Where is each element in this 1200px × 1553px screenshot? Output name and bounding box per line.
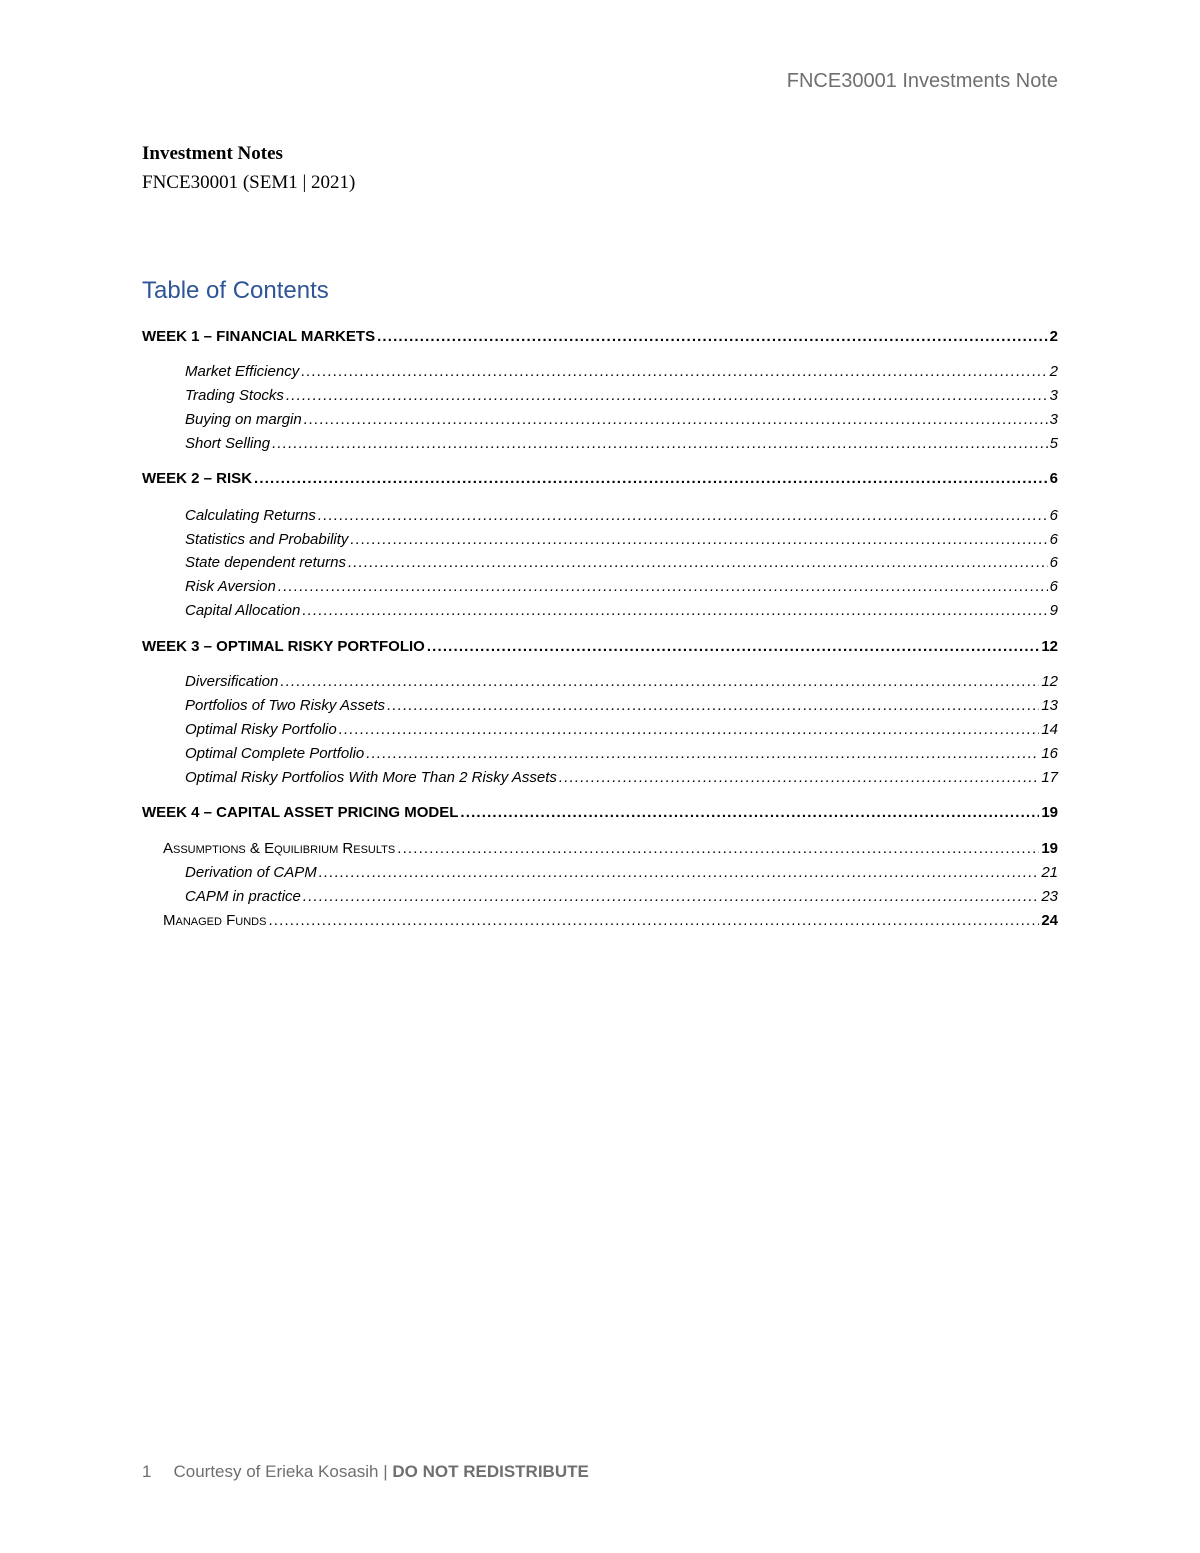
toc-entry-label: WEEK 1 – FINANCIAL MARKETS xyxy=(142,328,376,345)
toc-entry-page: 6 xyxy=(1049,507,1058,524)
toc-leader xyxy=(366,744,1039,764)
toc-entry-buying-on-margin[interactable] xyxy=(142,410,1058,430)
toc-entry-label: Calculating Returns xyxy=(185,507,316,524)
toc-entry-page: 17 xyxy=(1041,769,1058,786)
toc-entry-week-3[interactable] xyxy=(142,637,1058,657)
toc-leader xyxy=(319,863,1040,883)
toc-entry-optimal-complete-portfolio[interactable] xyxy=(142,744,1058,764)
toc-entry-page: 19 xyxy=(1041,804,1058,821)
toc-entry-label: Managed Funds xyxy=(163,912,267,929)
toc-leader xyxy=(302,601,1047,621)
toc-entry-label: Optimal Risky Portfolio xyxy=(185,721,337,738)
toc-entry-week-1[interactable] xyxy=(142,327,1058,347)
toc-entry-week-4[interactable] xyxy=(142,803,1058,823)
toc-entry-short-selling[interactable] xyxy=(142,434,1058,454)
toc-leader xyxy=(254,469,1048,489)
toc-entry-optimal-risky-portfolios-more-assets[interactable] xyxy=(142,768,1058,788)
toc-entry-optimal-risky-portfolio[interactable] xyxy=(142,720,1058,740)
toc-entry-page: 6 xyxy=(1049,470,1058,487)
toc-entry-label: Market Efficiency xyxy=(185,363,300,380)
toc-entry-label: CAPM in practice xyxy=(185,888,301,905)
toc-leader xyxy=(339,720,1040,740)
toc-heading: Table of Contents xyxy=(142,277,329,304)
toc-leader xyxy=(301,362,1047,382)
toc-leader xyxy=(318,506,1048,526)
toc-entry-market-efficiency[interactable] xyxy=(142,362,1058,382)
toc-entry-page: 23 xyxy=(1041,888,1058,905)
toc-entry-diversification[interactable] xyxy=(142,672,1058,692)
toc-leader xyxy=(286,386,1048,406)
toc-entry-label: Derivation of CAPM xyxy=(185,864,317,881)
toc-entry-page: 12 xyxy=(1041,673,1058,690)
toc-entry-state-dependent-returns[interactable] xyxy=(142,553,1058,573)
document-subtitle: FNCE30001 (SEM1 | 2021) xyxy=(142,172,356,193)
toc-entry-label: Diversification xyxy=(185,673,279,690)
toc-entry-assumptions-equilibrium[interactable] xyxy=(142,839,1058,859)
toc-entry-week-2[interactable] xyxy=(142,469,1058,489)
toc-entry-label: WEEK 2 – RISK xyxy=(142,470,253,487)
toc-entry-label: WEEK 4 – CAPITAL ASSET PRICING MODEL xyxy=(142,804,459,821)
toc-leader xyxy=(304,410,1048,430)
toc-entry-statistics-and-probability[interactable] xyxy=(142,530,1058,550)
toc-entry-page: 2 xyxy=(1049,363,1058,380)
toc-entry-label: Assumptions & Equilibrium Results xyxy=(163,840,396,857)
toc-leader xyxy=(278,577,1048,597)
document-title: Investment Notes xyxy=(142,143,283,164)
toc-leader xyxy=(350,530,1047,550)
toc-entry-page: 5 xyxy=(1049,435,1058,452)
toc-leader xyxy=(303,887,1039,907)
toc-leader xyxy=(348,553,1048,573)
toc-entry-label: Short Selling xyxy=(185,435,271,452)
toc-entry-label: Optimal Risky Portfolios With More Than 2 Risky Assets xyxy=(185,769,557,786)
toc-entry-capital-allocation[interactable] xyxy=(142,601,1058,621)
toc-leader xyxy=(460,803,1039,823)
toc-entry-label: Optimal Complete Portfolio xyxy=(185,745,365,762)
toc-entry-page: 24 xyxy=(1041,912,1058,929)
page-footer xyxy=(142,1462,589,1482)
toc-entry-page: 6 xyxy=(1049,531,1058,548)
toc-leader xyxy=(427,637,1040,657)
toc-entry-page: 3 xyxy=(1049,387,1058,404)
toc-entry-page: 13 xyxy=(1041,697,1058,714)
footer-courtesy: Courtesy of Erieka Kosasih | xyxy=(173,1462,393,1481)
toc-entry-page: 6 xyxy=(1049,554,1058,571)
toc-leader xyxy=(268,911,1039,931)
toc-entry-label: Capital Allocation xyxy=(185,602,301,619)
toc-entry-label: Trading Stocks xyxy=(185,387,284,404)
toc-entry-derivation-of-capm[interactable] xyxy=(142,863,1058,883)
toc-entry-managed-funds[interactable] xyxy=(142,911,1058,931)
toc-entry-label: Risk Aversion xyxy=(185,578,276,595)
toc-entry-page: 3 xyxy=(1049,411,1058,428)
toc-leader xyxy=(387,696,1039,716)
toc-entry-trading-stocks[interactable] xyxy=(142,386,1058,406)
toc-entry-capm-in-practice[interactable] xyxy=(142,887,1058,907)
toc-entry-label: Statistics and Probability xyxy=(185,531,349,548)
toc-entry-page: 6 xyxy=(1049,578,1058,595)
toc-leader xyxy=(272,434,1048,454)
toc-entry-page: 14 xyxy=(1041,721,1058,738)
toc-entry-page: 2 xyxy=(1049,328,1058,345)
toc-leader xyxy=(280,672,1039,692)
toc-leader xyxy=(397,839,1039,859)
toc-entry-page: 19 xyxy=(1041,840,1058,857)
toc-entry-label: State dependent returns xyxy=(185,554,346,571)
toc-entry-calculating-returns[interactable] xyxy=(142,506,1058,526)
toc-entry-risk-aversion[interactable] xyxy=(142,577,1058,597)
toc-entry-label: WEEK 3 – OPTIMAL RISKY PORTFOLIO xyxy=(142,638,425,655)
footer-notice: DO NOT REDISTRIBUTE xyxy=(392,1462,589,1481)
toc-entry-page: 16 xyxy=(1041,745,1058,762)
toc-entry-portfolios-two-risky-assets[interactable] xyxy=(142,696,1058,716)
toc-entry-page: 12 xyxy=(1041,638,1058,655)
toc-leader xyxy=(559,768,1039,788)
footer-page-number: 1 xyxy=(142,1462,152,1481)
toc-entry-page: 21 xyxy=(1041,864,1058,881)
toc-leader xyxy=(377,327,1048,347)
running-header: FNCE30001 Investments Note xyxy=(786,70,1058,92)
toc-entry-label: Buying on margin xyxy=(185,411,302,428)
toc-entry-page: 9 xyxy=(1049,602,1058,619)
toc-entry-label: Portfolios of Two Risky Assets xyxy=(185,697,386,714)
